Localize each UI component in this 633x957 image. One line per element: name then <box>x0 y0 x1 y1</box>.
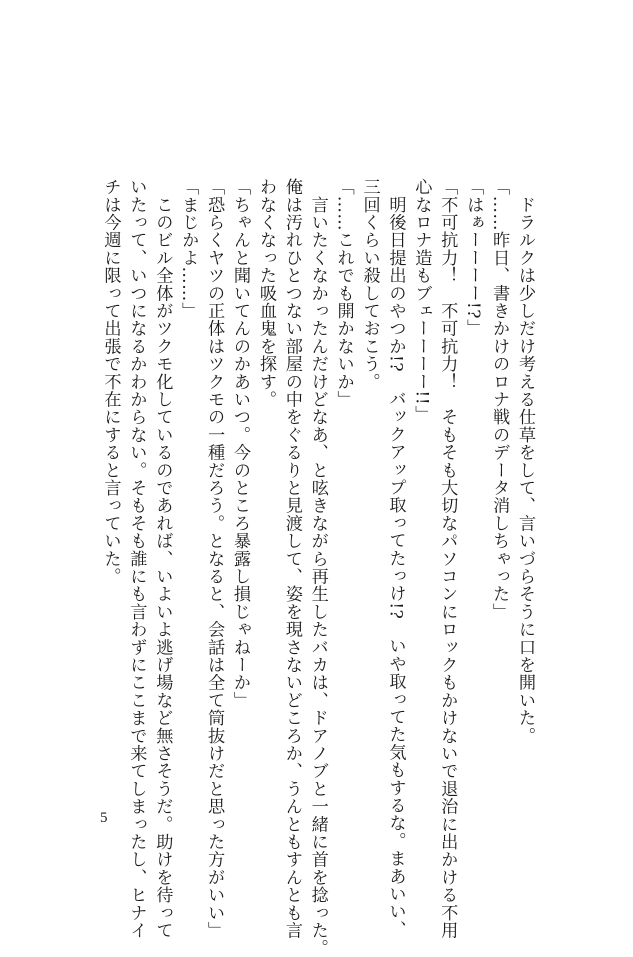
vertical-text-block <box>97 178 537 957</box>
text-line: 言いたくなかったんだけどなあ、と呟きながら再生したバカは、ドアノブと一緒に首を捻った。 <box>307 178 328 957</box>
text-line: いたって、いつになるかわからない。そもそも誰にも言わずにここまで来てしまったし、ヒナイ <box>126 178 147 940</box>
text-line: 「恐らくヤツの正体はツクモの一種だろう。となると、会話は全て筒抜けだと思った方がいい」 <box>204 178 225 940</box>
text-line: わなくなった吸血鬼を探す。 <box>255 178 276 409</box>
text-line: 「はぁーーーー!?」 <box>463 178 484 337</box>
page-number: 5 <box>100 810 108 826</box>
text-line: 俺は汚れひとつない部屋の中をぐるりと見渡して、姿を現さないどころか、うんともすんとも言 <box>281 178 302 940</box>
text-line: 三回くらい殺しておこう。 <box>359 178 380 391</box>
text-line: チは今週に限って出張で不在にすると言っていた。 <box>100 178 121 586</box>
text-line: ドラルクは少しだけ考える仕草をして、言いづらそうに口を開いた。 <box>515 178 535 745</box>
text-line: 心なロナ造もブェーーーー!!」 <box>411 178 432 423</box>
text-line: 「ちゃんと聞いてんのかあいつ。今のところ暴露し損じゃねーか」 <box>230 178 251 709</box>
text-line: 明後日提出のやつか!? バックアップ取ってたっけ!? いや取ってた気もするな。まあいい、 <box>385 178 406 938</box>
text-line: 「……昨日、書きかけのロナ戦のデータ消しちゃった」 <box>489 178 510 621</box>
text-line: このビル全体がツクモ化しているのであれば、いよいよ逃げ場など無さそうだ。助けを待って <box>152 178 173 940</box>
text-line: 「不可抗力！ 不可抗力！ そもそも大切なパソコンにロックもかけないで退治に出かける不用 <box>437 178 458 940</box>
text-line: 「まじかよ……」 <box>178 178 199 320</box>
text-line: 「……これでも開かないか」 <box>333 178 354 409</box>
